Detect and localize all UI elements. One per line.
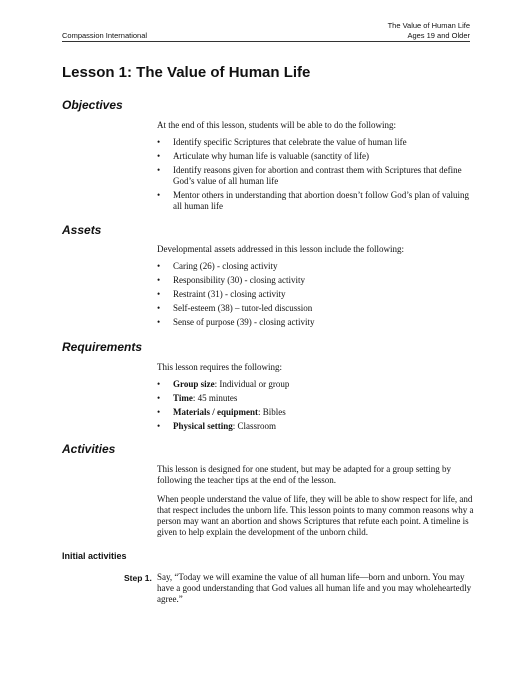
header-org: Compassion International: [62, 31, 148, 40]
list-item: [157, 407, 477, 418]
requirement-label: Materials / equipment: [173, 407, 258, 417]
bullet: •: [157, 421, 161, 431]
requirement-value: : Bibles: [258, 407, 286, 417]
list-item: [157, 289, 477, 300]
requirement-value: : Classroom: [232, 421, 277, 431]
assets-intro: Developmental assets addressed in this lesson include the following:: [157, 244, 404, 254]
list-item: [157, 190, 477, 212]
list-item: [157, 151, 477, 162]
list-item-text: Responsibility (30) - closing activity: [173, 275, 305, 285]
header-title: The Value of Human Life: [387, 21, 470, 30]
objectives-heading: Objectives: [62, 98, 123, 112]
list-item-text: Articulate why human life is valuable (sanctity of life): [173, 151, 369, 161]
assets-list: [157, 261, 477, 328]
list-item: [157, 303, 477, 314]
activities-paragraph-1: This lesson is designed for one student, but may be adapted for a group setting by following the teacher tips at the end of the lesson.: [157, 464, 451, 485]
bullet: •: [157, 317, 161, 327]
header-rule: [62, 41, 470, 42]
requirement-label: Physical setting: [173, 421, 233, 431]
list-item: [157, 275, 477, 286]
list-item-text: Sense of purpose (39) - closing activity: [173, 317, 315, 327]
header-right: [388, 21, 470, 41]
bullet: •: [157, 190, 161, 200]
list-item-text: Self-esteem (38) – tutor-led discussion: [173, 303, 313, 313]
list-item-text: Restraint (31) - closing activity: [173, 289, 286, 299]
bullet: •: [157, 137, 161, 147]
list-item: [157, 393, 477, 404]
list-item: [157, 165, 477, 187]
requirements-intro: This lesson requires the following:: [157, 362, 282, 372]
bullet: •: [157, 165, 161, 175]
objectives-intro: At the end of this lesson, students will be able to do the following:: [157, 120, 396, 130]
activities-paragraph-2: When people understand the value of life, they will be able to show respect for life, and that respect includes the unborn life. This lesson points to many common reasons why a person may want an abortion and shows Scriptures that refute each point. A timeline is given to help explain the development of the unborn child.: [157, 494, 474, 537]
objectives-list: [157, 137, 477, 212]
activities-heading: Activities: [62, 442, 116, 456]
bullet: •: [157, 407, 161, 417]
step-text: Say, “Today we will examine the value of all human life—born and unborn. You may have a good understanding that God values all human life and you may wholeheartedly agree.”: [157, 572, 472, 604]
lesson-title: Lesson 1: The Value of Human Life: [62, 64, 311, 81]
requirement-value: : 45 minutes: [192, 393, 238, 403]
bullet: •: [157, 151, 161, 161]
list-item: [157, 421, 477, 432]
bullet: •: [157, 289, 161, 299]
requirements-block: [157, 362, 477, 435]
bullet: •: [157, 275, 161, 285]
list-item-text: Caring (26) - closing activity: [173, 261, 278, 271]
initial-activities-heading: Initial activities: [62, 551, 127, 561]
assets-block: [157, 244, 477, 331]
requirements-heading: Requirements: [62, 340, 143, 354]
list-item-text: Mentor others in understanding that abortion doesn’t follow God’s plan of valuing all human life: [173, 190, 470, 211]
bullet: •: [157, 261, 161, 271]
header-age: Ages 19 and Older: [407, 31, 470, 40]
requirement-label: Time: [173, 393, 193, 403]
list-item-text: Identify reasons given for abortion and contrast them with Scriptures that define God’s value of all human life: [173, 165, 462, 186]
list-item: [157, 379, 477, 390]
activities-block: [157, 464, 477, 538]
list-item: [157, 137, 477, 148]
list-item-text: Identify specific Scriptures that celebrate the value of human life: [173, 137, 407, 147]
assets-heading: Assets: [62, 223, 102, 237]
requirements-list: [157, 379, 477, 432]
bullet: •: [157, 379, 161, 389]
list-item: [157, 317, 477, 328]
list-item: [157, 261, 477, 272]
bullet: •: [157, 393, 161, 403]
bullet: •: [157, 303, 161, 313]
requirement-label: Group size: [173, 379, 215, 389]
objectives-block: [157, 120, 477, 215]
requirement-value: : Individual or group: [214, 379, 290, 389]
step-label: Step 1.: [124, 573, 152, 583]
